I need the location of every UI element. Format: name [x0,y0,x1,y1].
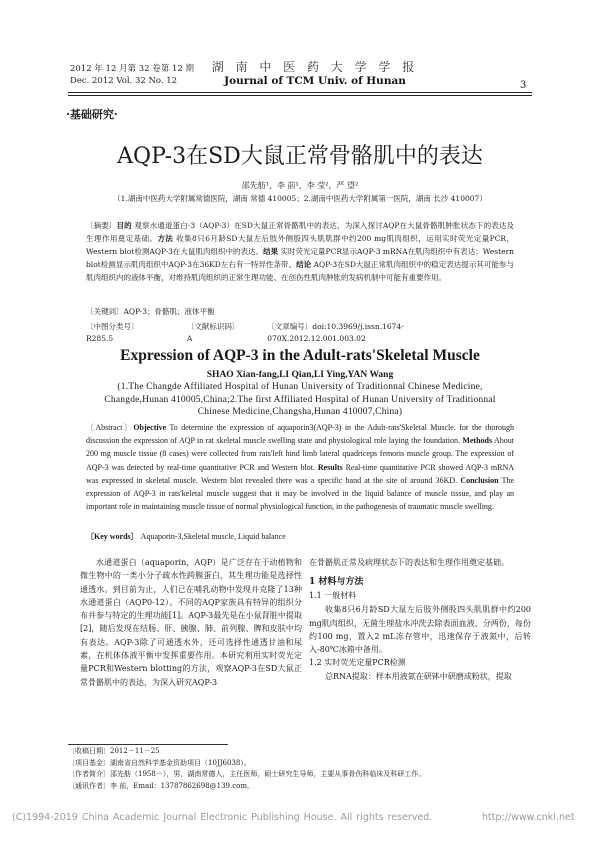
clc-value: R285.5 [86,334,114,343]
title-en: Expression of AQP-3 in the Adult-rats'Skeletal Muscle [120,347,480,364]
abstract-en-results: Real-time quantitative PCR showed AQP-3 mRNA was expressed in skeletal muscle. Western blot revealed there was a specific band at the site of around 36KD. [86,462,514,485]
title-cn: AQP-3在SD大鼠正常骨骼肌中的表达 [117,144,483,169]
heading-pcr-detection: 1.2 实时荧光定量PCR检测 [309,658,406,668]
keywords-en-label: 〔Key words〕 [86,532,139,541]
abstract-en-conclusion: The expression of AQP-3 in rats'keletal muscle suggest that it may be involved in the liquid balance of muscle tissue, and play an important role in maintaining muscle tissue of normal physiological function, in the pathogenesis of traumatic muscle swelling. [86,475,515,512]
doc-label: 〔文献标识码〕 [186,322,240,331]
rna-extraction-paragraph: 总RNA提取：样本用液氮在研钵中研磨成粉状，提取 [325,672,512,682]
affiliation-en: (1.The Changde Affiliated Hospital of Hunan University of Traditionnal Chinese Medicine, Changde,Hunan 410005,China;2.The first Affiliated Hospital of Hunan University of Traditionnal Chinese Medicine,Changsha,Hunan 410007,China) [104,382,496,417]
abstract-en-methods: About 200 mg muscle tissue (8 cases) were collected from rats'left hind limb lateral quadriceps femoris muscle group. The expression of AQP-3 was detected by real-time quantitative PCR and Western blot. [86,436,515,472]
heading-general-materials: 1.1 一般材料 [309,591,357,601]
intro-paragraph-continued: 在骨骼肌正常及病理状态下的表达和生理作用奠定基础。 [309,558,509,567]
article-value: doi:10.3969/j.issn.1674-070X.2012.12.001.003.02 [267,322,404,343]
issue-info [70,63,194,87]
clc-label: 〔中图分类号〕 [86,322,139,331]
abstract-cn-objective: 观察水通道蛋白-3（AQP-3）在SD大鼠正常骨骼肌中的表达，为深入探讨AQP在大鼠骨骼肌肿胀状态下的表达及生理作用奠定基础。 [86,221,515,243]
keywords-cn-value: AQP-3；骨骼肌；液体平衡 [123,307,215,316]
footnote-fund: 〔项目基金〕湖南省自然科学基金资助项目（10JJ6038）。 [68,758,251,767]
keywords-en [86,531,514,543]
issue-cn: 2012 年 12 月第 32 卷第 12 期 [70,64,194,74]
abstract-en [86,421,514,513]
abstract-cn-results-tag: 结果 [263,247,279,256]
abstract-en-methods-tag: Methods [462,436,493,446]
authors-cn: 邵先舫¹，李 前¹，李 莹²，严 望² [241,181,359,190]
abstract-en-conclusion-tag: Conclusion [460,475,499,485]
abstract-cn-conclusion-tag: 结论 [296,260,312,269]
page-number: 3 [520,80,527,91]
doc-value: A [186,334,193,343]
footnote-rule [68,744,228,745]
header-rule [68,92,532,93]
authors-en: SHAO Xian-fang,LI Qian,LI Ying,YAN Wang [206,370,394,380]
body-right-column [309,556,531,684]
abstract-en-label: 〔Abstract〕 [86,423,134,432]
journal-name-en: Journal of TCM Univ. of Hunan [224,75,406,87]
journal-name [200,60,430,88]
abstract-cn [86,219,514,284]
abstract-cn-methods: 收集8只6月龄SD大鼠左后肢外侧股四头肌肌群中约200 mg肌肉组织，运用实时荧光定量PCR，Western blot检测AQP-3在大鼠肌肉组织中的表达。 [86,234,515,256]
article-label: 〔文章编号〕 [267,322,313,331]
header-rule-thin [68,95,532,96]
copyright-line [12,812,592,823]
abstract-en-objective: To determine the expression of aquaporin3(AQP-3) in the Adult-rats'Skeletal Muscle. for the thorough discussion the expression of AQP in rat skeletal muscle swelling state and physiological role laying the foundation. [86,423,515,446]
document-code [187,321,241,345]
classification-row [86,321,514,345]
abstract-cn-results: 实时荧光定量PCR显示AQP-3 mRNA在肌肉组织中有表达；Western blot检测显示肌肉组织中AQP-3在36KD左右有一特异性条带。 [86,247,515,269]
footnotes [68,746,538,792]
issue-en: Dec. 2012 Vol. 32 No. 12 [70,76,178,86]
copyright-url[interactable]: http://www.cnki.net [482,812,575,823]
materials-paragraph: 收集8只6月龄SD大鼠左后肢外侧股四头肌肌群中约200 mg肌肉组织，无菌生理盐水冲洗去除表面血液，分两份，每份约100 mg，置入2 mL冻存管中，迅速保存于液氮中，后转入-80℃冰箱中备用。 [309,605,531,655]
abstract-cn-conclusion: AQP-3在SD大鼠正常肌肉组织中的稳定表达提示其可能参与肌肉组织内的液体平衡，对维持肌肉组织的正常生理功能、在创伤性肌肉肿胀的发病机制中可能有重要作用。 [86,260,515,282]
abstract-cn-objective-tag: 目的 [116,221,132,230]
keywords-cn [86,306,514,318]
affiliation-cn: （1.湖南中医药大学附属常德医院，湖南 常德 410005；2.湖南中医药大学附属第一医院，湖南 长沙 410007） [113,194,487,203]
abstract-en-objective-tag: Objective [133,423,167,432]
footnote-contact: 〔通讯作者〕李 前，Email：13787862698@139.com。 [68,781,254,790]
body-left-column [80,556,302,689]
abstract-cn-label: 〔摘要〕 [86,221,117,230]
copyright-text: (C)1994-2019 China Academic Journal Electronic Publishing House. All rights reserved. [12,812,433,823]
footnote-received: 〔收稿日期〕2012－11－25 [68,747,160,755]
heading-materials-methods: 1 材料与方法 [309,577,364,588]
article-number [267,321,488,345]
keywords-en-value: Aquaporin-3,Skeletal muscle, Liquid balance [138,532,286,541]
journal-name-cn: 湖 南 中 医 药 大 学 学 报 [211,60,419,74]
abstract-en-results-tag: Results [317,462,343,472]
abstract-cn-methods-tag: 方法 [157,234,174,243]
section-label: ·基础研究· [66,108,118,121]
keywords-cn-label: 〔关键词〕 [86,307,124,316]
footnote-author: 〔作者简介〕邵先舫（1958－），男，湖南常德人，主任医师，硕士研究生导师，主要从事骨伤科临床及科研工作。 [68,770,426,778]
clc-number [86,321,161,345]
intro-paragraph: 水通道蛋白（aquaporin，AQP）是广泛存在于动植物和微生物中的一类小分子疏水性跨膜蛋白，其生理功能是选择性通透水。到目前为止，人们已在哺乳动物中发现并克隆了13种水通道蛋白（AQP0-12）。不同的AQP家族具有特异的组织分布并参与特定的生理功能[1]。AQP-3最先是在小鼠肾脏中提取[2]，随后发现在结肠、肝、胰腺、肺、前列腺、脾和皮肤中均有表达。AQP-3除了可通透水外，还可选择性通透甘油和尿素，在机体体液平衡中发挥重要作用。本研究利用实时荧光定量PCR和Western blotting的方法，观察AQP-3在SD大鼠正常骨骼肌中的表达，为深入研究AQP-3 [80,558,302,687]
